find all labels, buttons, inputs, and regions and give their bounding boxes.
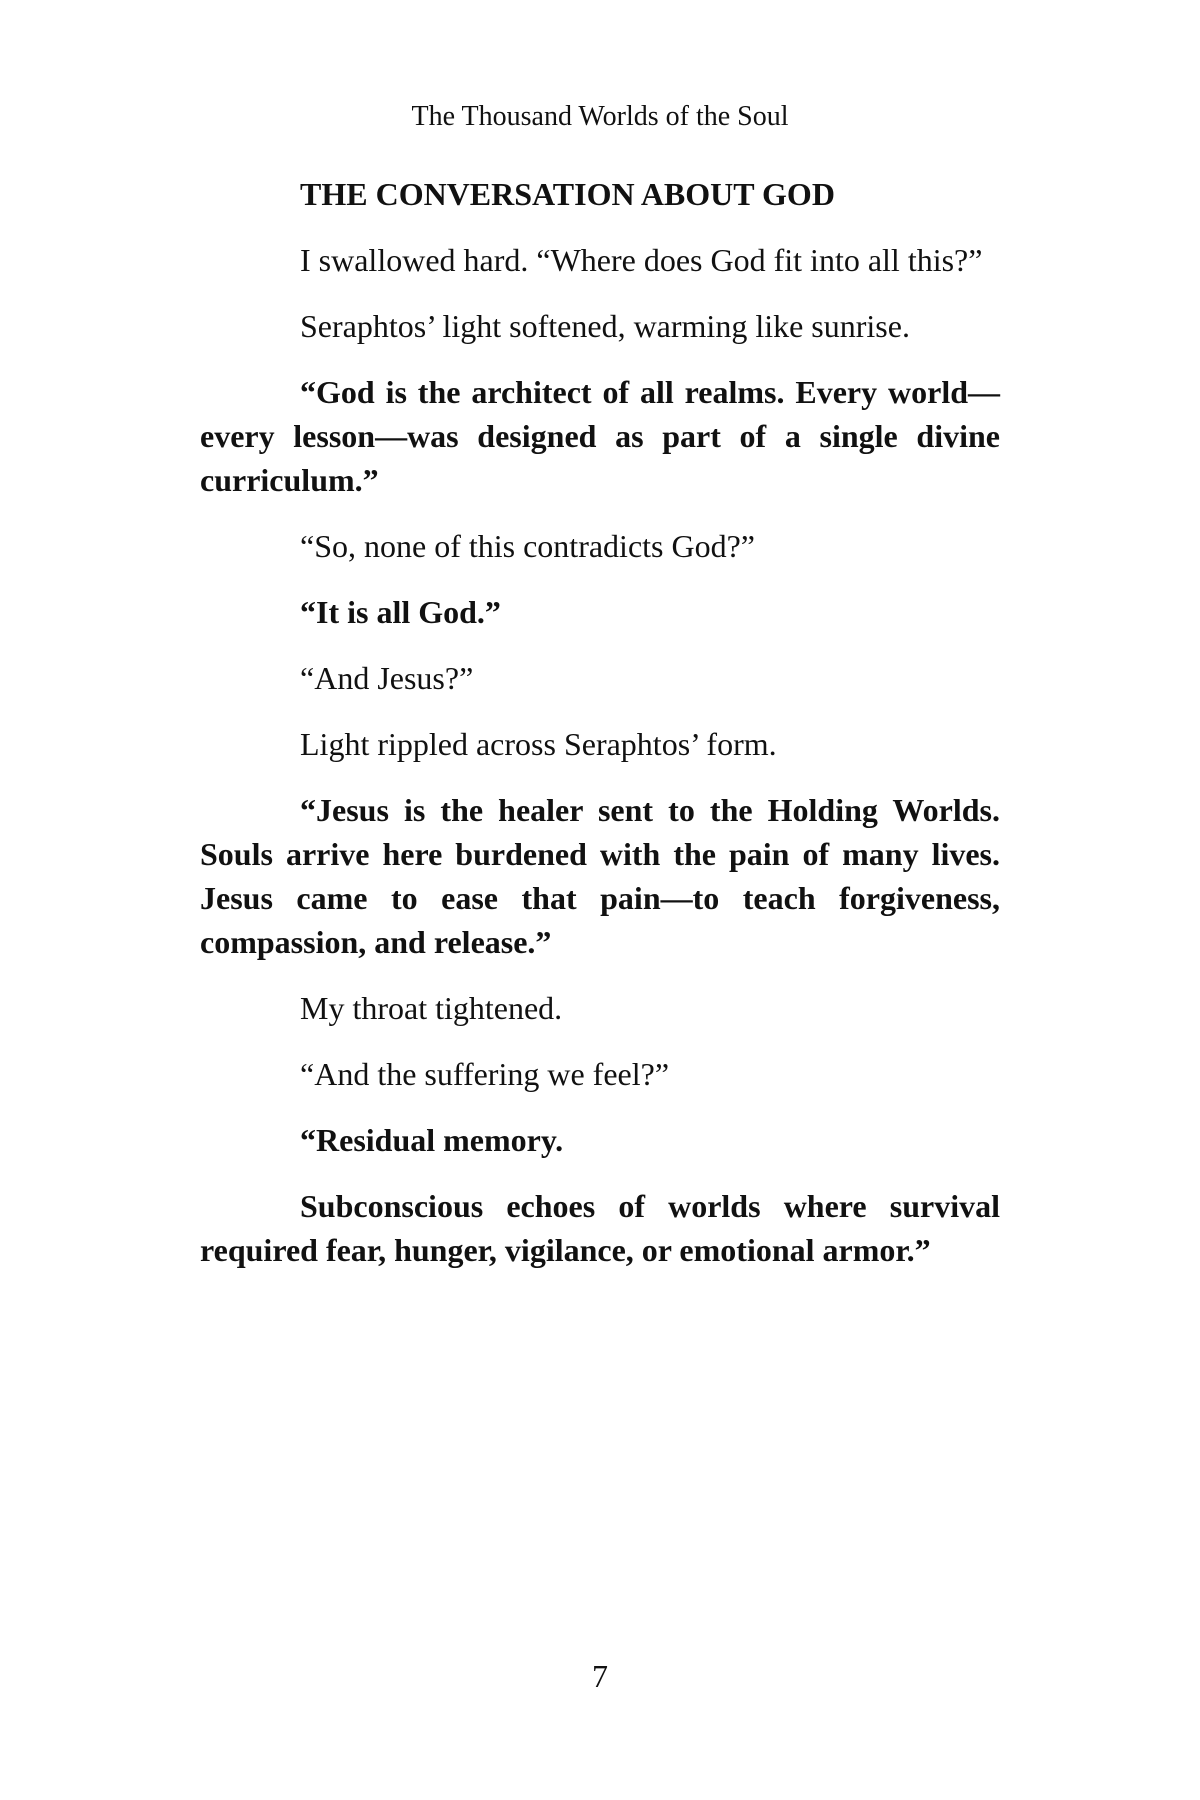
paragraph-10: “And the suffering we feel?” <box>300 1056 670 1092</box>
paragraph-4: “So, none of this contradicts God?” <box>300 528 755 564</box>
paragraph-7: Light rippled across Seraphtos’ form. <box>300 726 777 762</box>
paragraph-8: “Jesus is the healer sent to the Holding Worlds. Souls arrive here burdened with the pain of many lives. Jesus came to ease that pain—to teach forgiveness, compassion, and release.” <box>200 792 1000 960</box>
running-header: The Thousand Worlds of the Soul <box>411 101 789 132</box>
section-heading: THE CONVERSATION ABOUT GOD <box>300 176 835 212</box>
body-text <box>200 172 1000 1294</box>
paragraph-5: “It is all God.” <box>300 594 501 630</box>
paragraph-2: Seraphtos’ light softened, warming like sunrise. <box>300 308 910 344</box>
page-number: 7 <box>592 1658 608 1694</box>
paragraph-11: “Residual memory. <box>300 1122 564 1158</box>
paragraph-3: “God is the architect of all realms. Every world—every lesson—was designed as part of a single divine curriculum.” <box>200 374 1000 498</box>
paragraph-1: I swallowed hard. “Where does God fit into all this?” <box>300 242 983 278</box>
paragraph-6: “And Jesus?” <box>300 660 474 696</box>
paragraph-9: My throat tightened. <box>300 990 563 1026</box>
paragraph-12: Subconscious echoes of worlds where survival required fear, hunger, vigilance, or emotional armor.” <box>200 1188 1000 1268</box>
